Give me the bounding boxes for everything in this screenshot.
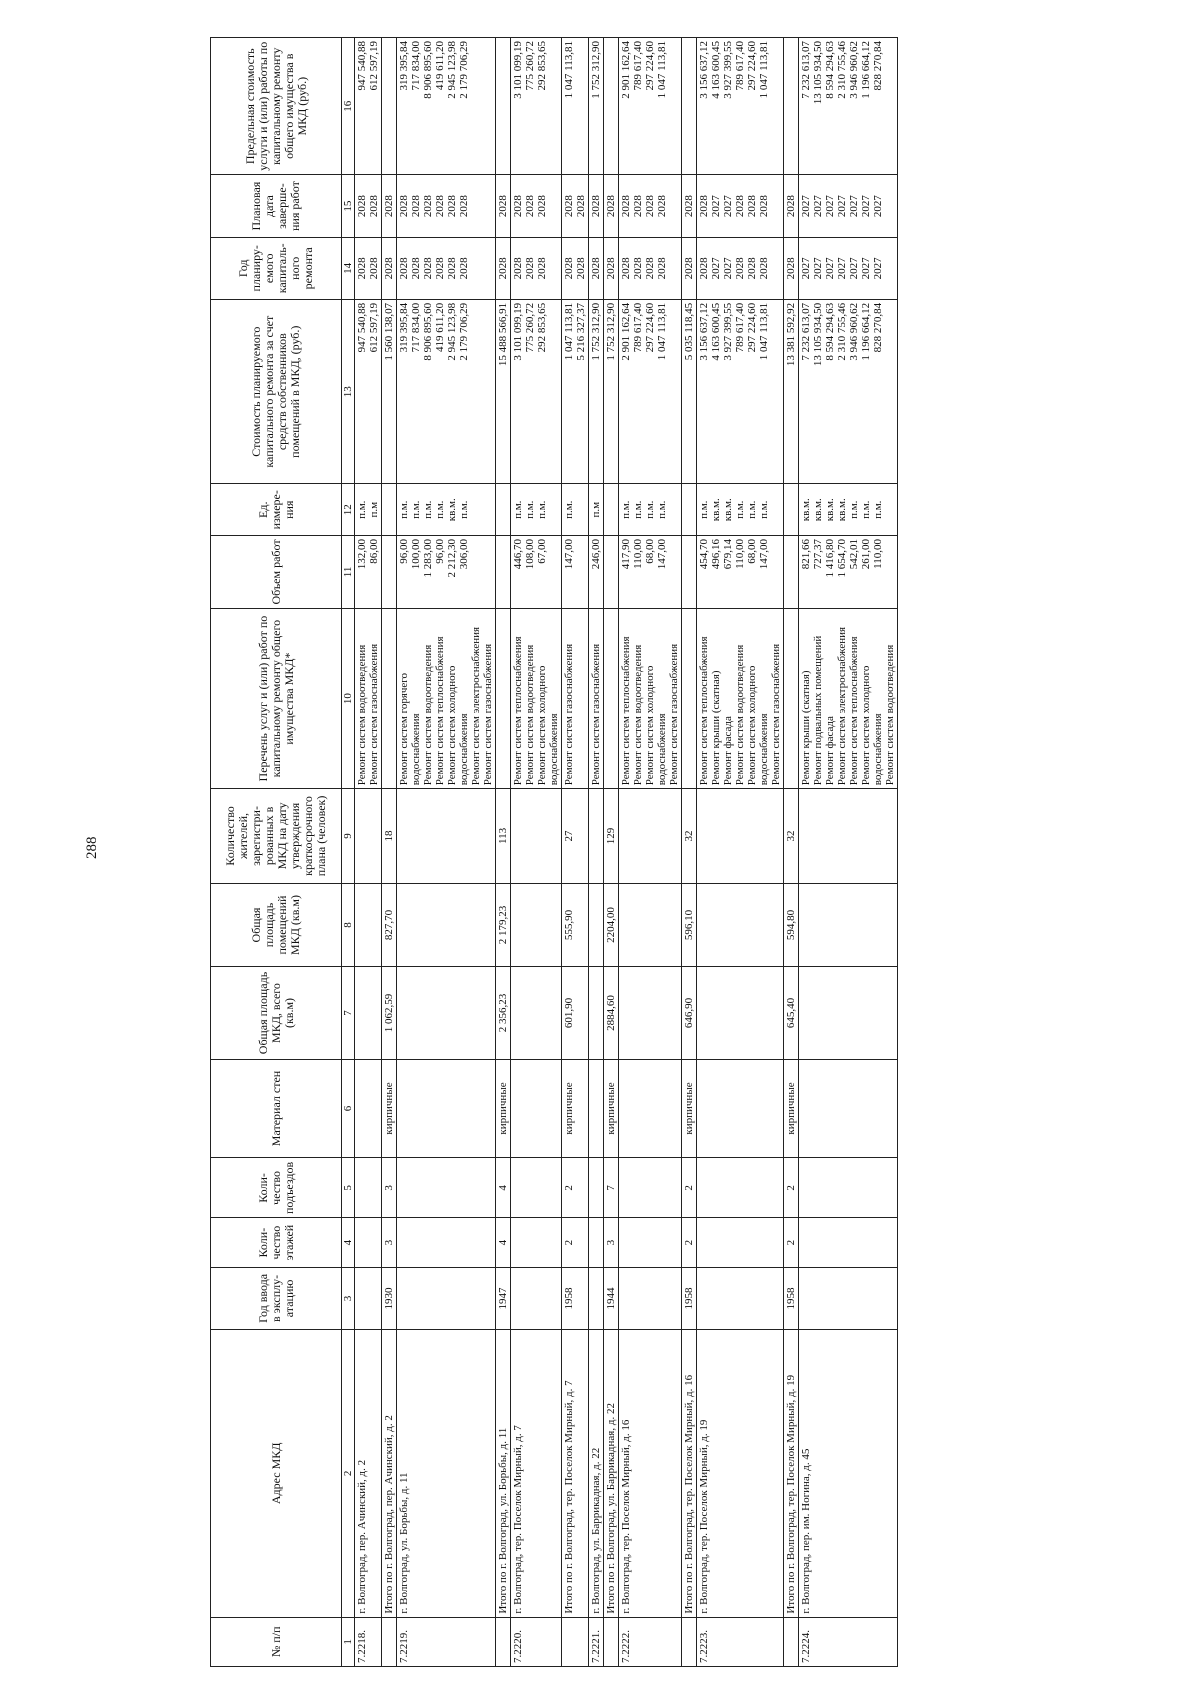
table-cell [496,484,511,536]
table-cell: 646,90 [682,967,697,1059]
table-cell: 7 [604,1158,619,1218]
table-cell: 2 901 162,64 789 617,40 297 224,60 1 047 113,81 [619,38,682,175]
table-cell: 555,90 [562,883,589,967]
table-cell [382,535,397,608]
table-cell: 7.2222. [619,1617,682,1666]
table-cell: 18 [382,789,397,883]
table-cell: 2028 [682,175,697,237]
page-number: 288 [84,836,100,859]
column-header: Количество жителей, зарегистри-рованных в МКД на дату утверждения краткосрочного плана (человек) [211,789,342,883]
table-cell: Ремонт систем теплоснабжения Ремонт крыши (скатная) Ремонт фасада Ремонт систем водоотведения Ремонт систем холодного водоснабжения Ремонт систем газоснабжения [697,608,784,788]
table-cell: 32 [682,789,697,883]
table-cell: 2028 [382,237,397,299]
table-cell [382,38,397,175]
table-cell: 7.2223. [697,1617,784,1666]
table-cell [589,967,604,1059]
table-cell [697,1218,784,1267]
table-cell [784,484,799,536]
table-cell: кирпичные [604,1059,619,1158]
table-cell [619,1218,682,1267]
table-cell: 1947 [496,1267,511,1329]
table-cell: Ремонт крыши (скатная) Ремонт подвальных помещений Ремонт фасада Ремонт систем электроснабжения Ремонт систем теплоснабжения Ремонт систем холодного водоснабжения Ремонт систем водоотведения [799,608,898,788]
table-cell: 2 [682,1218,697,1267]
column-index: 7 [342,967,355,1059]
table-cell: 2028 [604,237,619,299]
column-header: № п/п [211,1617,342,1666]
table-cell: 13 381 592,92 [784,299,799,484]
table-cell: Итого по г. Волгоград, тер. Поселок Мирный, д. 7 [562,1330,589,1618]
table-cell [619,789,682,883]
table-cell: 129 [604,789,619,883]
table-cell: 319 395,84 717 834,00 8 906 895,60 419 611,20 2 945 123,98 2 179 706,29 [397,38,496,175]
table-cell: 2028 2027 2027 2028 2028 2028 [697,175,784,237]
column-index: 15 [342,175,355,237]
table-cell [799,1218,898,1267]
total-row [604,38,619,1667]
total-row [496,38,511,1667]
column-header: Объем работ [211,535,342,608]
table-cell: 15 488 566,91 [496,299,511,484]
table-cell: г. Волгоград, ул. Борьбы, д. 11 [397,1330,496,1618]
table-cell: 2028 [604,175,619,237]
table-cell: 601,90 [562,967,589,1059]
table-cell [682,484,697,536]
table-cell [397,967,496,1059]
table-cell: 2 [562,1158,589,1218]
column-index: 14 [342,237,355,299]
table-cell: 2 356,23 [496,967,511,1059]
table-row [355,38,382,1667]
table-cell: 1 752 312,90 [589,38,604,175]
table-cell [511,789,562,883]
table-cell: 7 232 613,07 13 105 934,50 8 594 294,63 2 310 755,46 3 946 960,62 1 196 664,12 828 270,84 [799,299,898,484]
column-header: Перечень услуг и (или) работ по капитальному ремонту общего имущества МКД* [211,608,342,788]
table-cell: 417,90 110,00 68,00 147,00 [619,535,682,608]
table-cell [382,1617,397,1666]
table-cell: 7.2218. [355,1617,382,1666]
table-cell: п.м. кв.м. кв.м. п.м. п.м. п.м. [697,484,784,536]
table-cell [604,1617,619,1666]
table-cell: кв.м. кв.м. кв.м. кв.м. п.м. п.м. п.м. [799,484,898,536]
column-index: 1 [342,1617,355,1666]
table-cell: кирпичные [496,1059,511,1158]
table-cell: кирпичные [682,1059,697,1158]
table-cell: Итого по г. Волгоград, ул. Борьбы, д. 11 [496,1330,511,1618]
table-cell: 7.2224. [799,1617,898,1666]
column-index-row [342,38,355,1667]
table-cell: 3 [604,1218,619,1267]
table-cell: Ремонт систем газоснабжения [589,608,604,788]
table-cell: 947 540,88 612 597,19 [355,299,382,484]
total-row [562,38,589,1667]
table-cell [562,1617,589,1666]
table-cell: п.м. п.м. п.м. [511,484,562,536]
table-cell [511,967,562,1059]
table-cell: 1930 [382,1267,397,1329]
column-index: 11 [342,535,355,608]
table-cell [589,1158,604,1218]
table-cell [355,1218,382,1267]
table-cell: 132,00 86,00 [355,535,382,608]
column-index: 6 [342,1059,355,1158]
table-cell [496,1617,511,1666]
table-cell: 3 156 637,12 4 163 600,45 3 927 399,55 789 617,40 297 224,60 1 047 113,81 [697,299,784,484]
table-cell [697,789,784,883]
table-cell: 147,00 [562,535,589,608]
table-cell: 1 752 312,90 [604,299,619,484]
table-cell: п.м [589,484,604,536]
table-cell: 2028 2028 2028 2028 2028 2028 [397,237,496,299]
table-cell: кирпичные [562,1059,589,1158]
table-cell [784,38,799,175]
column-index: 9 [342,789,355,883]
column-header: Адрес МКД [211,1330,342,1618]
table-cell [604,484,619,536]
table-cell: 2028 2028 [355,175,382,237]
table-cell: Ремонт систем водоотведения Ремонт систем газоснабжения [355,608,382,788]
total-row [784,38,799,1667]
table-cell [682,1617,697,1666]
table-cell: Ремонт систем теплоснабжения Ремонт систем водоотведения Ремонт систем холодного водоснабжения [511,608,562,788]
table-cell: 1 047 113,81 5 216 327,37 [562,299,589,484]
table-cell [511,1158,562,1218]
table-cell [682,608,697,788]
table-cell: 1 047 113,81 [562,38,589,175]
table-cell: 2028 [496,237,511,299]
table-cell: 3 101 099,19 775 260,72 292 853,65 [511,299,562,484]
table-cell: 2 [784,1158,799,1218]
table-cell: 7.2220. [511,1617,562,1666]
table-cell: 2028 [784,175,799,237]
table-cell: 5 035 118,45 [682,299,697,484]
table-cell [799,967,898,1059]
table-row [799,38,898,1667]
table-row [619,38,682,1667]
column-index: 16 [342,38,355,175]
column-header: Год ввода в эксплу-атацию [211,1267,342,1329]
table-cell: 32 [784,789,799,883]
table-cell: 2028 2028 2028 2028 [619,175,682,237]
table-cell: 2028 2028 2028 2028 2028 2028 [397,175,496,237]
table-cell: 2 [682,1158,697,1218]
table-cell [697,967,784,1059]
table-row [697,38,784,1667]
table-cell [604,38,619,175]
table-cell: кирпичные [382,1059,397,1158]
column-header: Материал стен [211,1059,342,1158]
table-cell: 1958 [562,1267,589,1329]
table-cell: 446,70 108,00 67,00 [511,535,562,608]
column-header: Общая площадь помещений МКД (кв.м) [211,883,342,967]
column-header: Коли-чество этажей [211,1218,342,1267]
table-cell: 2027 2027 2027 2027 2027 2027 2027 [799,237,898,299]
table-cell: 2028 2028 [562,237,589,299]
table-cell: Ремонт систем горячего водоснабжения Ремонт систем водоотведения Ремонт систем теплоснабжения Ремонт систем холодного водоснабжения Ремонт систем электроснабжения Ремонт систем газоснабжения [397,608,496,788]
table-cell: 113 [496,789,511,883]
table-cell [619,883,682,967]
table-row [589,38,604,1667]
table-cell: 3 156 637,12 4 163 600,45 3 927 399,55 789 617,40 297 224,60 1 047 113,81 [697,38,784,175]
table-cell [799,1267,898,1329]
column-header: Плановая дата заверше-ния работ [211,175,342,237]
table-cell: 2 179,23 [496,883,511,967]
table-cell [355,1158,382,1218]
table-cell [355,883,382,967]
table-cell: г. Волгоград, тер. Поселок Мирный, д. 19 [697,1330,784,1618]
column-header: Год планиру-емого капиталь-ного ремонта [211,237,342,299]
table-cell: 4 [496,1218,511,1267]
table-cell: 454,70 496,16 679,14 110,00 68,00 147,00 [697,535,784,608]
table-cell: 1958 [682,1267,697,1329]
table-row [397,38,496,1667]
table-cell: кирпичные [784,1059,799,1158]
column-header: Предельная стоимость услуги и (или) работы по капитальному ремонту общего имущества в МКД (руб.) [211,38,342,175]
table-cell: 821,66 727,37 1 416,80 1 654,70 542,01 261,00 110,00 [799,535,898,608]
column-index: 13 [342,299,355,484]
table-cell: 596,10 [682,883,697,967]
table-cell: 2204,00 [604,883,619,967]
table-cell: 2028 2028 2028 [511,237,562,299]
table-cell: 2028 [589,237,604,299]
table-cell: г. Волгоград, пер. Ачинский, д. 2 [355,1330,382,1618]
table-cell: 827,70 [382,883,397,967]
table-cell: 2027 2027 2027 2027 2027 2027 2027 [799,175,898,237]
table-body [355,38,898,1667]
table-cell: 7.2219. [397,1617,496,1666]
table-cell [697,1158,784,1218]
table-cell [511,883,562,967]
column-index: 12 [342,484,355,536]
table-cell [496,608,511,788]
table-cell: 2028 [496,175,511,237]
table-cell [619,967,682,1059]
table-cell: 947 540,88 612 597,19 [355,38,382,175]
table-cell [619,1267,682,1329]
table-cell: 1 752 312,90 [589,299,604,484]
column-header: Общая площадь МКД, всего (кв.м) [211,967,342,1059]
table-cell: 594,80 [784,883,799,967]
total-row [382,38,397,1667]
table-cell [799,883,898,967]
table-cell: 96,00 100,00 1 283,00 96,00 2 212,30 306,00 [397,535,496,608]
table-cell [355,967,382,1059]
table-cell [382,608,397,788]
table-cell: 2028 2028 [355,237,382,299]
table-cell [682,38,697,175]
table-cell [511,1267,562,1329]
table-cell: 2028 2028 2028 2028 [619,237,682,299]
table-cell [496,38,511,175]
table-cell: Итого по г. Волгоград, тер. Поселок Мирный, д. 19 [784,1330,799,1618]
table-row [511,38,562,1667]
table-cell: 2028 [682,237,697,299]
table-cell [397,1218,496,1267]
table-cell: Ремонт систем газоснабжения [562,608,589,788]
column-header: Стоимость планируемого капитального ремонта за счет средств собственников помещений в МКД, (руб.) [211,299,342,484]
table-cell: Итого по г. Волгоград, тер. Поселок Мирный, д. 16 [682,1330,697,1618]
table-cell [355,789,382,883]
table-cell: 3 101 099,19 775 260,72 292 853,65 [511,38,562,175]
table-cell: г. Волгоград, тер. Поселок Мирный, д. 16 [619,1330,682,1618]
table-cell [355,1059,382,1158]
table-cell [511,1059,562,1158]
table-cell: 4 [496,1158,511,1218]
table-cell [397,883,496,967]
table-cell [784,535,799,608]
column-header: Ед. измере-ния [211,484,342,536]
table-cell: г. Волгоград, пер. им. Ногина, д. 45 [799,1330,898,1618]
table-cell [604,535,619,608]
table-cell [682,535,697,608]
table-cell: 27 [562,789,589,883]
table-cell: 319 395,84 717 834,00 8 906 895,60 419 611,20 2 945 123,98 2 179 706,29 [397,299,496,484]
table-cell [799,789,898,883]
table-cell [697,1059,784,1158]
table-cell [604,608,619,788]
table-cell: 246,00 [589,535,604,608]
column-index: 4 [342,1218,355,1267]
table-cell: 2028 [589,175,604,237]
table-cell: 3 [382,1158,397,1218]
table-cell [784,1617,799,1666]
column-header: Коли-чество подъездов [211,1158,342,1218]
table-cell [619,1059,682,1158]
table-cell: 2028 [382,175,397,237]
table-cell [589,789,604,883]
table-cell [397,1158,496,1218]
table-cell [382,484,397,536]
table-cell: 1958 [784,1267,799,1329]
table-cell: 645,40 [784,967,799,1059]
table-cell [589,1218,604,1267]
table-cell: Итого по г. Волгоград, ул. Баррикадная, д. 22 [604,1330,619,1618]
table-cell [799,1158,898,1218]
table-cell: Итого по г. Волгоград, пер. Ачинский, д. 2 [382,1330,397,1618]
table-cell [589,1059,604,1158]
column-index: 8 [342,883,355,967]
table-cell: 2028 2028 [562,175,589,237]
table-cell: п.м. п.м. п.м. п.м. [619,484,682,536]
table-cell: п.м. п.м [355,484,382,536]
table-cell: п.м. п.м. п.м. п.м. кв.м. п.м. [397,484,496,536]
table-cell: 3 [382,1218,397,1267]
table-cell: 2028 [784,237,799,299]
table-cell: 1944 [604,1267,619,1329]
table-cell [589,1267,604,1329]
table-cell: 2 [562,1218,589,1267]
table-cell [799,1059,898,1158]
table-cell [397,1059,496,1158]
header-row [211,38,342,1667]
table-cell: 2 [784,1218,799,1267]
column-index: 10 [342,608,355,788]
total-row [682,38,697,1667]
table-cell: 2028 2027 2027 2028 2028 2028 [697,237,784,299]
table-cell [397,1267,496,1329]
table-cell: 1 062,59 [382,967,397,1059]
table-cell: 7.2221. [589,1617,604,1666]
column-index: 3 [342,1267,355,1329]
repair-plan-table [210,37,898,1667]
table-cell [355,1267,382,1329]
table-cell: г. Волгоград, тер. Поселок Мирный, д. 7 [511,1330,562,1618]
table-cell [697,1267,784,1329]
table-cell [589,883,604,967]
table-cell: 2884,60 [604,967,619,1059]
table-cell: 2 901 162,64 789 617,40 297 224,60 1 047 113,81 [619,299,682,484]
table-cell [511,1218,562,1267]
table-cell: Ремонт систем теплоснабжения Ремонт систем водоотведения Ремонт систем холодного водоснабжения Ремонт систем газоснабжения [619,608,682,788]
table-cell [397,789,496,883]
column-index: 5 [342,1158,355,1218]
table-cell [784,608,799,788]
table-cell: 7 232 613,07 13 105 934,50 8 594 294,63 2 310 755,46 3 946 960,62 1 196 664,12 828 270,84 [799,38,898,175]
table-cell [496,535,511,608]
table-cell [697,883,784,967]
table-cell: п.м. [562,484,589,536]
table-cell [619,1158,682,1218]
table-cell: г. Волгоград, ул. Баррикадная, д. 22 [589,1330,604,1618]
column-index: 2 [342,1330,355,1618]
table-cell: 2028 2028 2028 [511,175,562,237]
table-cell: 1 560 138,07 [382,299,397,484]
